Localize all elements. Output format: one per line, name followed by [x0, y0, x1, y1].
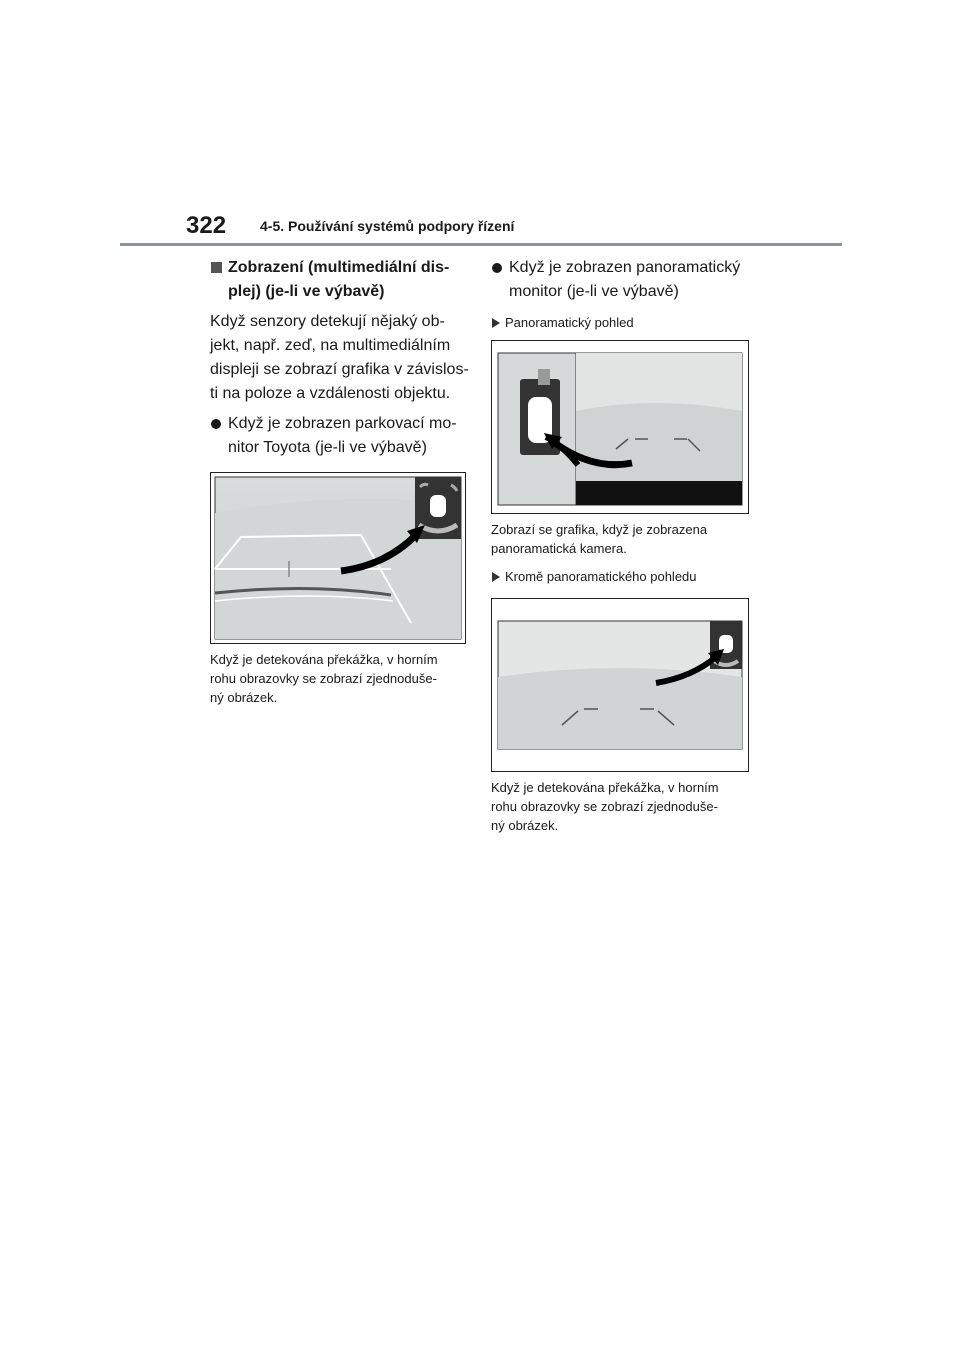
caption-line-1: Když je detekována překážka, v horním — [491, 780, 719, 795]
panoramic-view-illustration — [492, 341, 748, 513]
intro-paragraph — [210, 310, 472, 406]
sub-panoramic-view — [491, 314, 753, 332]
bullet-line-2: monitor (je-li ve výbavě) — [509, 283, 679, 300]
caption-line-1: Zobrazí se grafika, když je zobrazena — [491, 522, 708, 537]
bullet-panoramic-monitor — [491, 256, 753, 304]
left-column — [210, 256, 472, 717]
caption-line-3: ný obrázek. — [210, 690, 278, 705]
parking-monitor-illustration — [211, 473, 465, 643]
caption-line-2: panoramatická kamera. — [491, 541, 627, 556]
para-line-3: displeji se zobrazí grafika v závislos- — [210, 361, 469, 378]
caption-line-3: ný obrázek. — [491, 818, 559, 833]
bullet-dot-icon — [211, 419, 221, 429]
panoramic-view-caption — [491, 520, 753, 558]
panoramic-view-figure — [491, 340, 749, 514]
heading-line-1: Zobrazení (multimediální dis- — [228, 259, 450, 276]
header-rule — [120, 243, 842, 246]
sub-label: Panoramatický pohled — [505, 315, 634, 330]
sub-other-view — [491, 568, 753, 586]
bullet-line-1: Když je zobrazen panoramatický — [509, 259, 741, 276]
other-view-illustration — [492, 599, 748, 771]
caption-line-1: Když je detekována překážka, v horním — [210, 652, 438, 667]
bullet-parking-monitor — [210, 412, 472, 460]
right-column — [491, 256, 753, 845]
square-bullet-icon — [211, 262, 222, 273]
bullet-line-1: Když je zobrazen parkovací mo- — [228, 415, 457, 432]
page-number: 322 — [186, 212, 227, 239]
para-line-4: ti na poloze a vzdálenosti objektu. — [210, 385, 451, 402]
parking-monitor-caption — [210, 650, 472, 707]
para-line-1: Když senzory detekují nějaký ob- — [210, 313, 445, 330]
parking-monitor-figure — [210, 472, 466, 644]
chapter-title: 4-5. Používání systémů podpory řízení — [260, 218, 515, 234]
caption-line-2: rohu obrazovky se zobrazí zjednoduše- — [210, 671, 437, 686]
bullet-dot-icon — [492, 263, 502, 273]
caption-line-2: rohu obrazovky se zobrazí zjednoduše- — [491, 799, 718, 814]
triangle-bullet-icon — [492, 572, 500, 582]
other-view-caption — [491, 778, 753, 835]
bullet-line-2: nitor Toyota (je-li ve výbavě) — [228, 439, 427, 456]
triangle-bullet-icon — [492, 318, 500, 328]
para-line-2: jekt, např. zeď, na multimediálním — [210, 337, 451, 354]
other-view-figure — [491, 598, 749, 772]
sub-label: Kromě panoramatického pohledu — [505, 569, 697, 584]
heading-line-2: plej) (je-li ve výbavě) — [228, 283, 385, 300]
section-heading — [210, 256, 472, 304]
